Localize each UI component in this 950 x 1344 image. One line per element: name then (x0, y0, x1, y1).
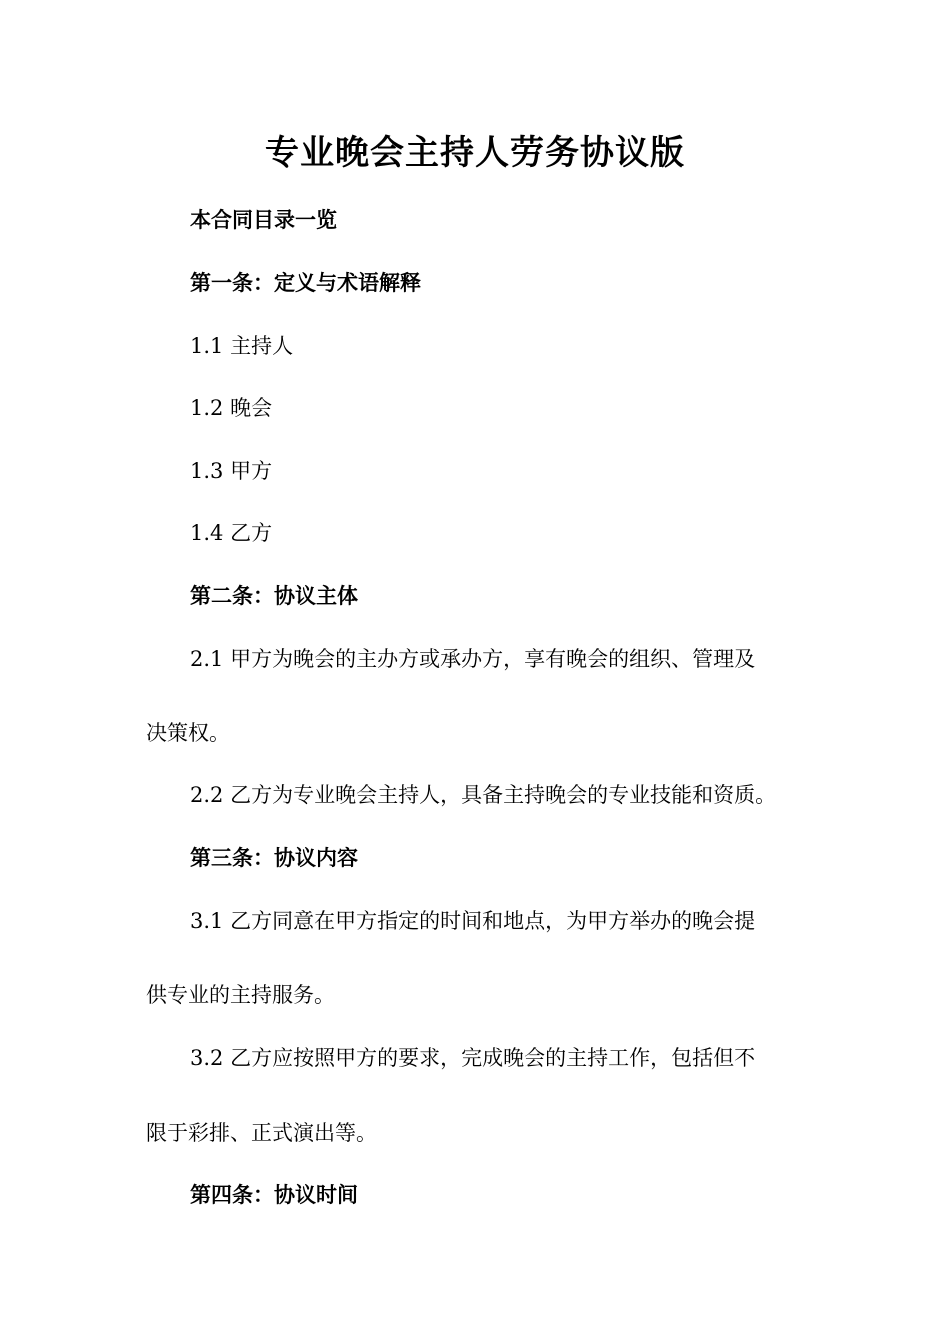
article3-paragraph-line: 限于彩排、正式演出等。 (146, 1121, 377, 1145)
article3-paragraph-line: 供专业的主持服务。 (146, 983, 335, 1007)
article2-heading: 第二条：协议主体 (190, 583, 358, 608)
article1-item: 1.4 乙方 (190, 521, 273, 545)
article3-paragraph-line: 3.2 乙方应按照甲方的要求，完成晚会的主持工作，包括但不 (190, 1046, 756, 1070)
document-title: 专业晚会主持人劳务协议版 (265, 133, 685, 173)
article1-item: 1.1 主持人 (190, 334, 294, 358)
article3-heading: 第三条：协议内容 (190, 845, 358, 870)
article2-paragraph-line: 2.1 甲方为晚会的主办方或承办方，享有晚会的组织、管理及 (190, 647, 756, 671)
article1-item: 1.2 晚会 (190, 396, 273, 420)
toc-heading: 本合同目录一览 (190, 207, 337, 232)
article4-heading: 第四条：协议时间 (190, 1182, 358, 1207)
article2-paragraph-line: 决策权。 (146, 721, 230, 745)
article1-item: 1.3 甲方 (190, 459, 273, 483)
article3-paragraph-line: 3.1 乙方同意在甲方指定的时间和地点，为甲方举办的晚会提 (190, 909, 756, 933)
article1-heading: 第一条：定义与术语解释 (190, 270, 421, 295)
article2-paragraph-line: 2.2 乙方为专业晚会主持人，具备主持晚会的专业技能和资质。 (190, 783, 777, 807)
